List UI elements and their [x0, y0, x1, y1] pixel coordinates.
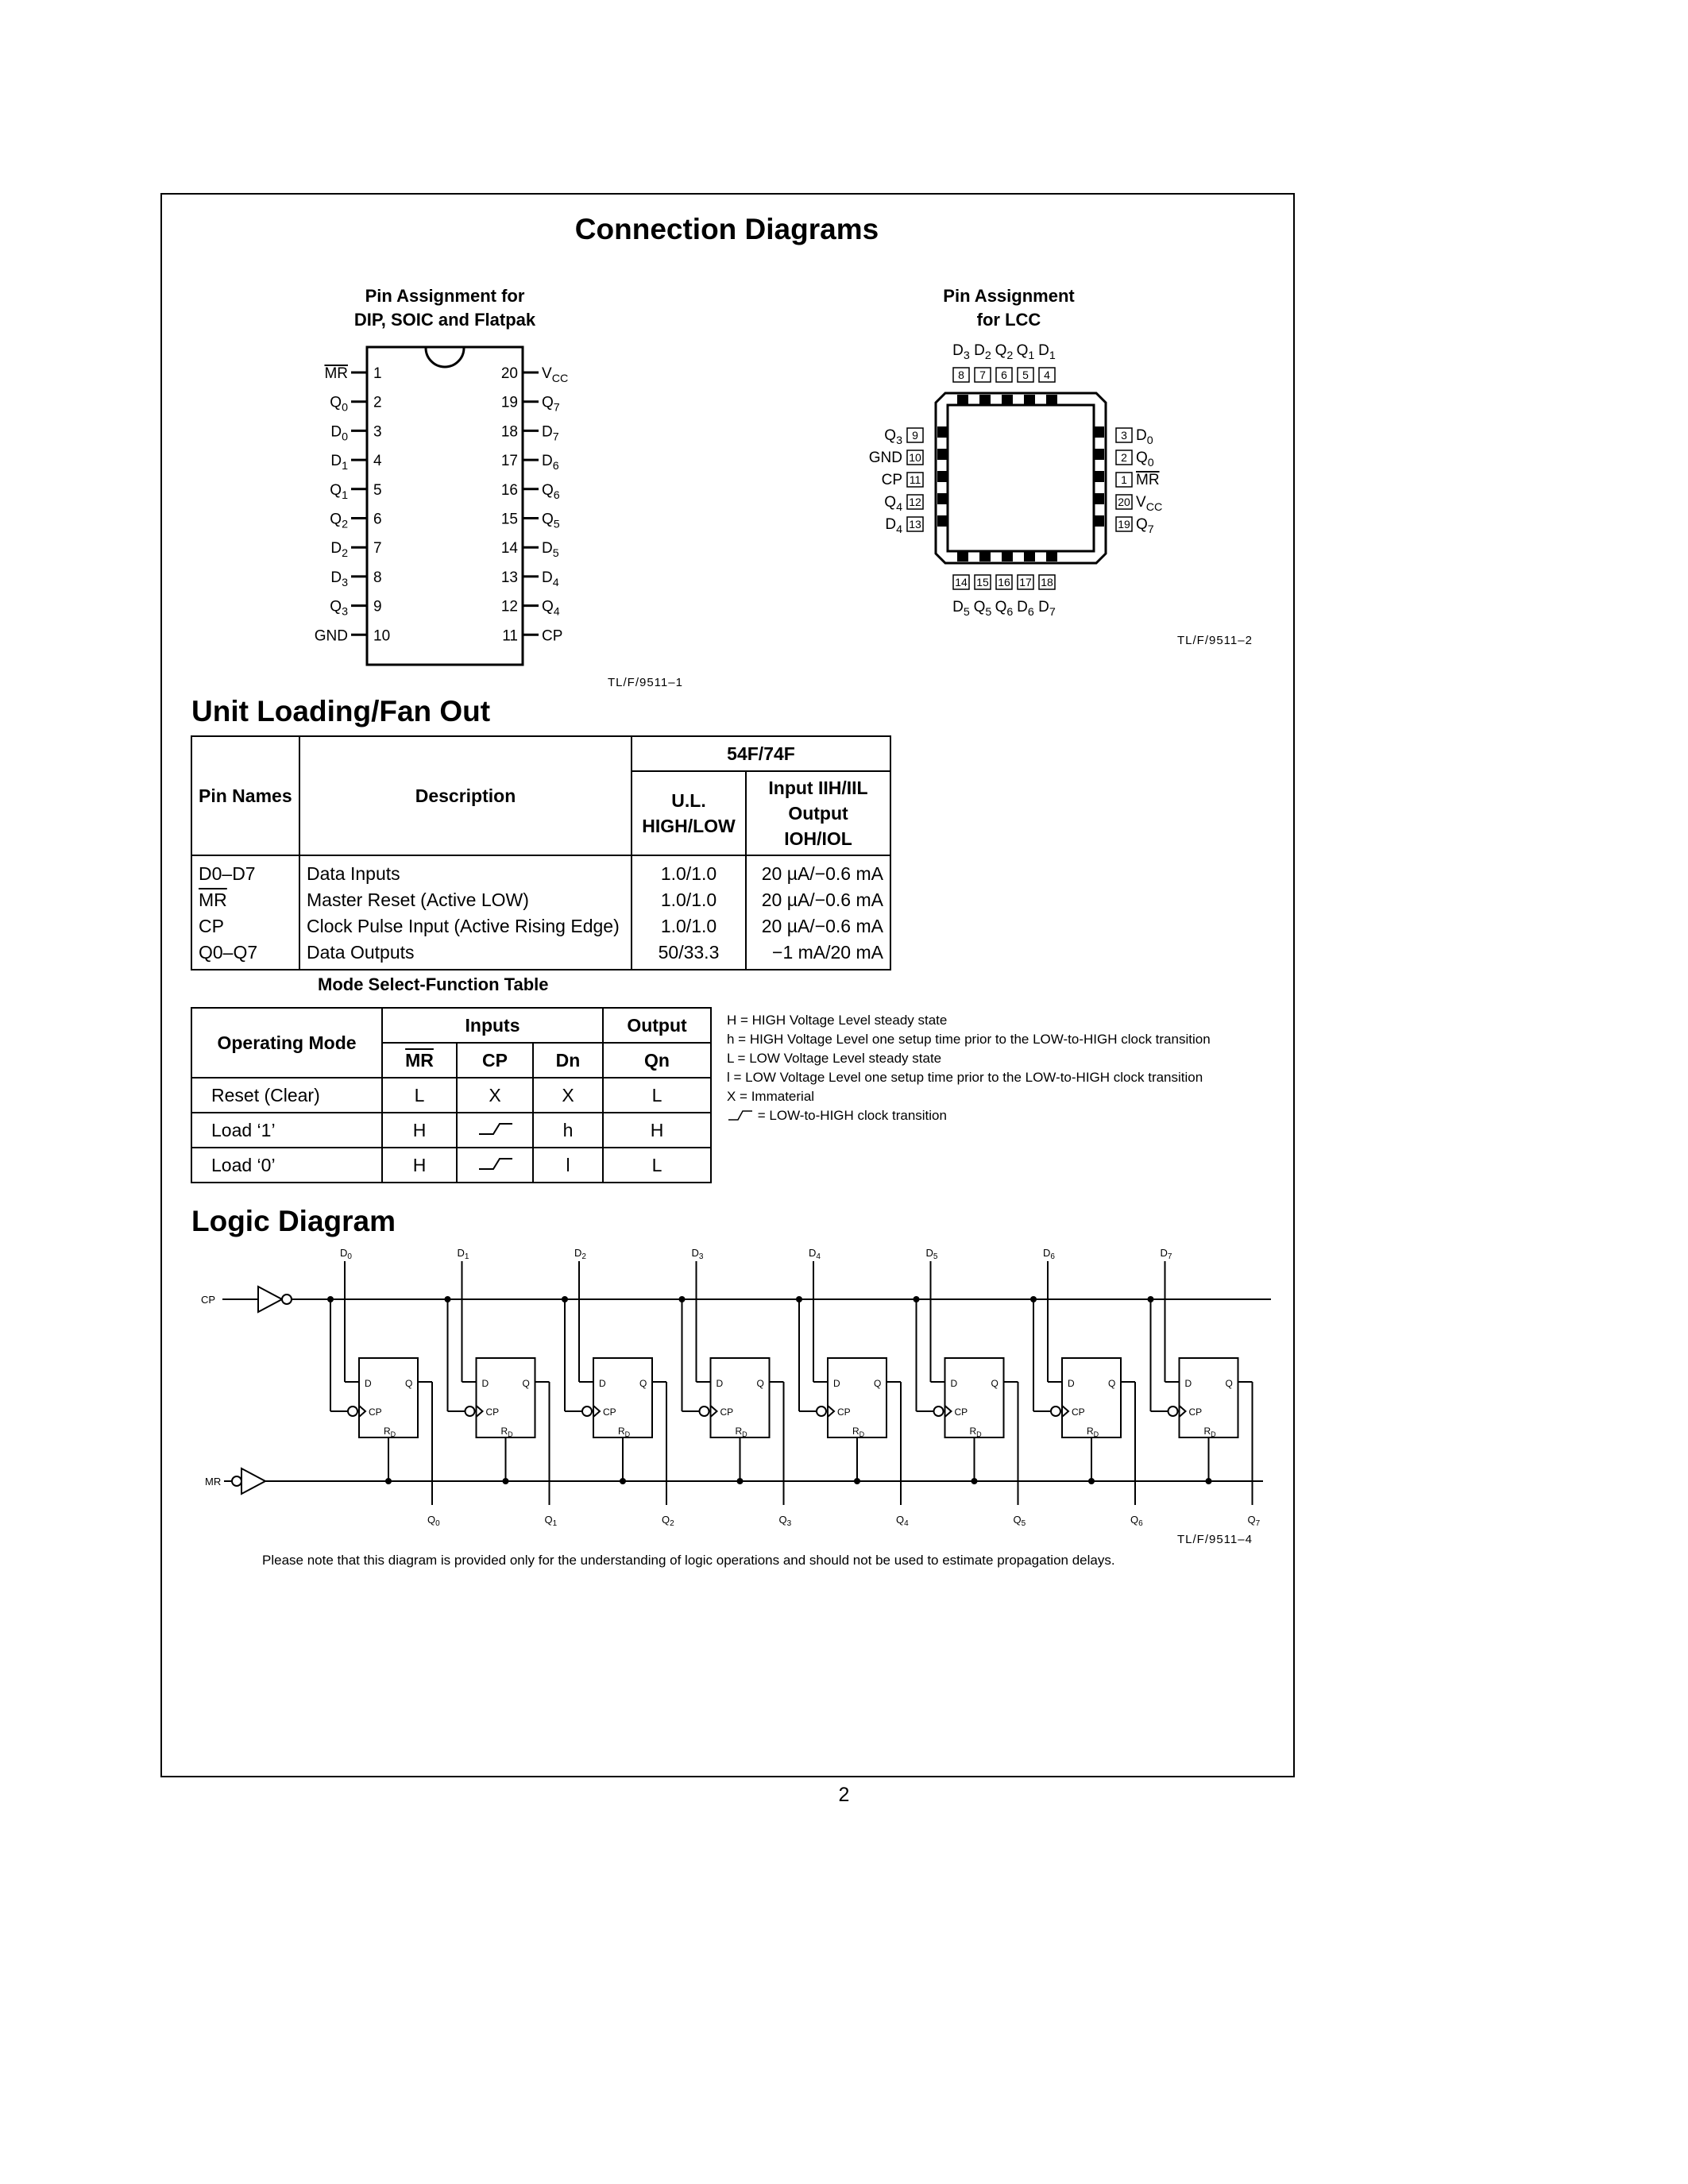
- legend-item: [727, 1106, 1235, 1125]
- lcc-pin-name: $Q_3$: [884, 427, 902, 447]
- ul-cell-desc: Data Outputs: [299, 940, 632, 970]
- ul-col-io: [746, 771, 890, 855]
- page-number: 2: [838, 1784, 850, 1806]
- dip-pin-name: $Q_3$: [330, 598, 348, 619]
- ul-cell-io: −1 mA/20 mA: [746, 940, 890, 970]
- mode-select-table: [191, 1007, 712, 1183]
- dip-pin-number: 4: [373, 453, 382, 470]
- ul-cell-ul: 1.0/1.0: [632, 913, 746, 940]
- ms-row: [191, 1148, 711, 1183]
- ms-sub-mr-text: $\overline{MR}$: [405, 1049, 434, 1071]
- lcc-pad: [937, 493, 947, 504]
- lcc-pad: [937, 426, 947, 438]
- ms-row: [191, 1078, 711, 1113]
- lcc-pin-name: $Q_7$: [1136, 516, 1154, 536]
- dip-pin-name: $D_7$: [542, 423, 559, 444]
- lcc-pin-name: $V_{CC}$: [1136, 494, 1163, 514]
- dip-pin-number: 7: [373, 540, 382, 558]
- lcc-pad: [937, 515, 947, 527]
- ul-col-description: Description: [299, 736, 632, 855]
- junction-dot: [971, 1478, 978, 1484]
- ms-cell-dn: l: [533, 1148, 603, 1183]
- ff-d-label: D: [599, 1378, 606, 1389]
- junction-dot: [1088, 1478, 1095, 1484]
- cp-input-label: CP: [201, 1294, 216, 1306]
- ul-col-ul: [632, 771, 746, 855]
- lcc-pin-name: $Q_4$: [884, 494, 902, 514]
- dip-pin-number: 1: [373, 365, 382, 382]
- lcc-pad: [1024, 552, 1035, 561]
- ff-q-label: Q: [639, 1378, 647, 1389]
- lcc-pin-number: 7: [979, 369, 986, 381]
- q-output-label: $Q_0$: [427, 1514, 440, 1528]
- ff-d-label: D: [481, 1378, 489, 1389]
- junction-dot: [385, 1478, 392, 1484]
- dip-pin-name: $Q_6$: [542, 481, 560, 502]
- lcc-pin-name: $Q_1$: [1016, 342, 1035, 362]
- ms-sub-mr: [382, 1043, 457, 1078]
- dip-caption: [318, 284, 572, 332]
- mode-table-title: Mode Select-Function Table: [318, 974, 549, 994]
- lcc-pin-number: 18: [1041, 576, 1053, 588]
- lcc-pad: [937, 471, 947, 482]
- dip-pin-name: $Q_2$: [330, 511, 348, 531]
- ms-cell-cp: [457, 1113, 533, 1148]
- d-input-label: $D_4$: [809, 1247, 821, 1261]
- ff-rd-label: $R_D$: [1203, 1426, 1216, 1438]
- lcc-caption-line2: for LCC: [976, 310, 1041, 330]
- lcc-pin-number: 19: [1118, 518, 1130, 531]
- ul-row: [191, 940, 890, 970]
- legend-text: = LOW-to-HIGH clock transition: [757, 1108, 947, 1123]
- ul-cell-pin: CP: [191, 913, 299, 940]
- lcc-pad: [1095, 449, 1104, 460]
- logic-diagram: [191, 1247, 1271, 1549]
- ul-row: [191, 913, 890, 940]
- ul-cell-ul: 1.0/1.0: [632, 887, 746, 913]
- clock-inverter-bubble-icon: [1051, 1406, 1060, 1416]
- dip-pin-number: 12: [500, 598, 518, 615]
- dip-pin-name: $Q_7$: [542, 394, 560, 415]
- ms-cell-mr: H: [382, 1148, 457, 1183]
- ms-cell-mr: H: [382, 1113, 457, 1148]
- ff-q-label: Q: [874, 1378, 882, 1389]
- lcc-pin-number: 20: [1118, 496, 1130, 508]
- lcc-pin-name: $D_2$: [974, 342, 991, 362]
- ff-q-label: Q: [756, 1378, 764, 1389]
- dip-pin-number: 11: [502, 627, 518, 645]
- lcc-pin-name: $Q_2$: [995, 342, 1014, 362]
- lcc-pad: [1024, 395, 1035, 404]
- lcc-pin-name: $D_4$: [885, 516, 902, 536]
- ul-col-io-line1: Input IIH/IIL: [768, 778, 868, 798]
- dip-package-diagram: [302, 338, 604, 671]
- dip-ref: TL/F/9511–1: [608, 676, 683, 689]
- d-input-label: $D_0$: [340, 1247, 352, 1261]
- dip-body: [367, 347, 523, 665]
- q-output-label: $Q_2$: [662, 1514, 674, 1528]
- logic-diagram-heading: Logic Diagram: [191, 1205, 396, 1237]
- ff-d-label: D: [1184, 1378, 1192, 1389]
- ms-col-output: Output: [603, 1008, 711, 1043]
- dip-pin-name: $D_3$: [330, 569, 348, 589]
- lcc-die: [948, 405, 1094, 551]
- lcc-pin-number: 9: [912, 429, 918, 442]
- ff-q-label: Q: [522, 1378, 530, 1389]
- dip-pin-number: 20: [500, 365, 518, 382]
- inverter-bubble-icon: [232, 1476, 241, 1486]
- ul-cell-io: 20 µA/−0.6 mA: [746, 855, 890, 887]
- ul-cell-pin: D0–D7: [191, 855, 299, 887]
- rising-edge-icon: [476, 1156, 514, 1171]
- ff-d-label: D: [1068, 1378, 1075, 1389]
- dip-pin-name: $D_5$: [542, 540, 559, 561]
- clock-inverter-bubble-icon: [348, 1406, 357, 1416]
- ms-cell-qn: L: [603, 1148, 711, 1183]
- lcc-pin-name: GND: [868, 450, 902, 466]
- lcc-pin-number: 4: [1044, 369, 1050, 381]
- ff-cp-label: CP: [954, 1406, 968, 1418]
- dip-pin-number: 3: [373, 423, 382, 441]
- ff-q-label: Q: [1108, 1378, 1116, 1389]
- lcc-package-diagram: [842, 338, 1192, 639]
- lcc-pin-name: MR: [1136, 472, 1160, 488]
- junction-dot: [737, 1478, 744, 1484]
- lcc-pin-number: 17: [1019, 576, 1032, 588]
- ms-row: [191, 1113, 711, 1148]
- junction-dot: [854, 1478, 860, 1484]
- dip-pin-name: $D_0$: [330, 423, 348, 444]
- dip-pin-name: CP: [542, 627, 563, 645]
- lcc-pin-number: 6: [1001, 369, 1007, 381]
- lcc-pin-number: 10: [909, 451, 921, 464]
- dip-pin-number: 2: [373, 394, 382, 411]
- ff-d-label: D: [833, 1378, 840, 1389]
- ms-cell-mr: L: [382, 1078, 457, 1113]
- clock-inverter-bubble-icon: [1168, 1406, 1178, 1416]
- disclaimer-note: Please note that this diagram is provided only for the understanding of logic operations and should not be used to estimate propagation delays.: [262, 1553, 1115, 1568]
- mr-buffer-icon: [241, 1468, 265, 1494]
- lcc-pad: [979, 395, 991, 404]
- ul-col-ul-line2: HIGH/LOW: [642, 816, 736, 836]
- dip-pin-name: $V_{CC}$: [542, 365, 569, 385]
- rising-edge-icon: [727, 1109, 754, 1121]
- ul-cell-io: 20 µA/−0.6 mA: [746, 913, 890, 940]
- dip-caption-line2: DIP, SOIC and Flatpak: [353, 310, 536, 330]
- lcc-pad: [1046, 395, 1057, 404]
- ms-col-mode: Operating Mode: [191, 1008, 382, 1078]
- dip-pin-name: $Q_1$: [330, 481, 348, 502]
- ul-group-header: 54F/74F: [632, 736, 890, 771]
- ff-cp-label: CP: [720, 1406, 734, 1418]
- lcc-pin-name: $Q_6$: [995, 599, 1014, 619]
- dip-pin-number: 5: [373, 481, 382, 499]
- lcc-pad: [937, 449, 947, 460]
- ms-cell-cp: X: [457, 1078, 533, 1113]
- unit-loading-heading: Unit Loading/Fan Out: [191, 695, 491, 727]
- clock-inverter-bubble-icon: [934, 1406, 944, 1416]
- lcc-pin-name: $Q_5$: [973, 599, 992, 619]
- ff-rd-label: $R_D$: [852, 1426, 865, 1438]
- ff-rd-label: $R_D$: [1087, 1426, 1099, 1438]
- ul-cell-pin: Q0–Q7: [191, 940, 299, 970]
- ff-d-label: D: [950, 1378, 958, 1389]
- ff-q-label: Q: [991, 1378, 999, 1389]
- lcc-pad: [1095, 471, 1104, 482]
- dip-pin-number: 14: [500, 540, 518, 558]
- d-input-label: $D_1$: [457, 1247, 469, 1261]
- d-input-label: $D_7$: [1160, 1247, 1172, 1261]
- ff-cp-label: CP: [837, 1406, 851, 1418]
- ul-cell-desc: Data Inputs: [299, 855, 632, 887]
- ul-col-pin-names: Pin Names: [191, 736, 299, 855]
- lcc-pin-name: CP: [881, 472, 902, 488]
- ul-cell-desc: Clock Pulse Input (Active Rising Edge): [299, 913, 632, 940]
- ul-cell-ul: 1.0/1.0: [632, 855, 746, 887]
- ff-q-label: Q: [405, 1378, 413, 1389]
- lcc-pad: [957, 395, 968, 404]
- dip-pin-number: 19: [500, 394, 518, 411]
- dip-pin-number: 15: [500, 511, 518, 528]
- ms-cell-cp: [457, 1148, 533, 1183]
- lcc-pin-number: 11: [909, 473, 921, 486]
- ms-cell-dn: h: [533, 1113, 603, 1148]
- dip-pin-name: $Q_5$: [542, 511, 560, 531]
- lcc-pin-number: 15: [976, 576, 989, 588]
- lcc-pad: [1095, 515, 1104, 527]
- q-output-label: $Q_5$: [1013, 1514, 1026, 1528]
- lcc-pin-number: 3: [1121, 429, 1127, 442]
- dip-pin-number: 16: [500, 481, 518, 499]
- lcc-pin-name: $D_0$: [1136, 427, 1153, 447]
- ul-row: [191, 855, 890, 887]
- ff-rd-label: $R_D$: [735, 1426, 747, 1438]
- lcc-pin-number: 14: [955, 576, 968, 588]
- clock-inverter-bubble-icon: [700, 1406, 709, 1416]
- ms-sub-qn: Qn: [603, 1043, 711, 1078]
- ms-cell-dn: X: [533, 1078, 603, 1113]
- ms-cell-mode: Reset (Clear): [191, 1078, 382, 1113]
- ms-col-inputs: Inputs: [382, 1008, 603, 1043]
- junction-dot: [620, 1478, 626, 1484]
- ul-col-ul-line1: U.L.: [671, 790, 706, 811]
- lcc-pin-name: $D_6$: [1017, 599, 1034, 619]
- lcc-pad: [1095, 426, 1104, 438]
- dip-pin-name: GND: [314, 627, 348, 645]
- legend-item: X = Immaterial: [727, 1089, 815, 1104]
- d-input-label: $D_6$: [1043, 1247, 1055, 1261]
- dip-pin-number: 10: [373, 627, 391, 645]
- ms-cell-qn: H: [603, 1113, 711, 1148]
- lcc-pin-name: $Q_0$: [1136, 450, 1154, 469]
- lcc-pin-number: 16: [998, 576, 1010, 588]
- d-input-label: $D_2$: [574, 1247, 586, 1261]
- lcc-pad: [957, 552, 968, 561]
- inverter-bubble-icon: [282, 1295, 292, 1304]
- ff-cp-label: CP: [1072, 1406, 1085, 1418]
- ul-cell-io: 20 µA/−0.6 mA: [746, 887, 890, 913]
- lcc-pin-number: 1: [1121, 473, 1127, 486]
- dip-pin-name: $Q_0$: [330, 394, 348, 415]
- page-title: Connection Diagrams: [574, 213, 879, 245]
- q-output-label: $Q_3$: [778, 1514, 792, 1528]
- q-output-label: $Q_6$: [1130, 1514, 1143, 1528]
- ff-q-label: Q: [1225, 1378, 1233, 1389]
- d-input-label: $D_3$: [691, 1247, 704, 1261]
- unit-loading-table: [191, 735, 891, 970]
- lcc-pad: [1002, 552, 1013, 561]
- ul-col-io-line2: Output IOH/IOL: [784, 803, 852, 849]
- dip-pin-name: $D_2$: [330, 540, 348, 561]
- ul-cell-desc: Master Reset (Active LOW): [299, 887, 632, 913]
- dip-pin-number: 13: [500, 569, 518, 586]
- ms-sub-cp: CP: [457, 1043, 533, 1078]
- ul-cell-pin: $\overline{MR}$: [191, 887, 299, 913]
- dip-pin-name: $Q_4$: [542, 598, 560, 619]
- dip-pin-number: 18: [500, 423, 518, 441]
- q-output-label: $Q_7$: [1247, 1514, 1261, 1528]
- ms-cell-mode: Load ‘0’: [191, 1148, 382, 1183]
- dip-pin-name: $D_4$: [542, 569, 559, 589]
- lcc-pin-number: 5: [1022, 369, 1029, 381]
- dip-pin-name: $D_1$: [330, 453, 348, 473]
- ms-cell-mode: Load ‘1’: [191, 1113, 382, 1148]
- rising-edge-icon: [476, 1121, 514, 1136]
- clock-inverter-bubble-icon: [817, 1406, 826, 1416]
- dip-pin-name: $D_6$: [542, 453, 559, 473]
- dip-pin-number: 9: [373, 598, 382, 615]
- legend-item: L = LOW Voltage Level steady state: [727, 1051, 942, 1066]
- legend-item: h = HIGH Voltage Level one setup time prior to the LOW-to-HIGH clock transition: [727, 1032, 1211, 1047]
- ms-cell-qn: L: [603, 1078, 711, 1113]
- lcc-pad: [1002, 395, 1013, 404]
- ff-rd-label: $R_D$: [618, 1426, 631, 1438]
- dip-pin-number: 17: [500, 453, 518, 470]
- d-input-label: $D_5$: [925, 1247, 938, 1261]
- junction-dot: [503, 1478, 509, 1484]
- junction-dot: [1206, 1478, 1212, 1484]
- legend: [727, 1011, 1235, 1125]
- lcc-pin-number: 12: [909, 496, 921, 508]
- ff-cp-label: CP: [485, 1406, 500, 1418]
- lcc-pad: [979, 552, 991, 561]
- ff-cp-label: CP: [1188, 1406, 1203, 1418]
- q-output-label: $Q_1$: [544, 1514, 558, 1528]
- lcc-pad: [1046, 552, 1057, 561]
- mr-input-label: MR: [205, 1476, 222, 1488]
- clock-inverter-bubble-icon: [582, 1406, 592, 1416]
- dip-pin-number: 6: [373, 511, 382, 528]
- lcc-pin-number: 13: [909, 518, 921, 531]
- dip-pin-name: MR: [324, 365, 348, 382]
- ul-cell-ul: 50/33.3: [632, 940, 746, 970]
- dip-caption-line1: Pin Assignment for: [365, 286, 525, 306]
- lcc-caption: [906, 284, 1112, 332]
- ff-rd-label: $R_D$: [969, 1426, 982, 1438]
- lcc-pin-number: 8: [958, 369, 964, 381]
- ff-cp-label: CP: [603, 1406, 616, 1418]
- lcc-pin-name: $D_3$: [952, 342, 970, 362]
- ff-cp-label: CP: [369, 1406, 382, 1418]
- ms-sub-dn: Dn: [533, 1043, 603, 1078]
- ul-row: [191, 887, 890, 913]
- ff-rd-label: $R_D$: [384, 1426, 396, 1438]
- lcc-pin-number: 2: [1121, 451, 1127, 464]
- lcc-pin-name: $D_1$: [1038, 342, 1056, 362]
- logic-ref: TL/F/9511–4: [1177, 1533, 1253, 1546]
- ff-rd-label: $R_D$: [500, 1426, 513, 1438]
- clock-inverter-bubble-icon: [465, 1406, 475, 1416]
- cp-buffer-icon: [258, 1287, 282, 1312]
- lcc-pad: [1095, 493, 1104, 504]
- lcc-ref: TL/F/9511–2: [1177, 634, 1253, 647]
- ff-d-label: D: [365, 1378, 372, 1389]
- legend-item: H = HIGH Voltage Level steady state: [727, 1013, 948, 1028]
- q-output-label: $Q_4$: [896, 1514, 909, 1528]
- legend-item: l = LOW Voltage Level one setup time prior to the LOW-to-HIGH clock transition: [727, 1070, 1203, 1085]
- lcc-pin-name: $D_7$: [1038, 599, 1056, 619]
- lcc-pin-name: $D_5$: [952, 599, 970, 619]
- lcc-caption-line1: Pin Assignment: [943, 286, 1075, 306]
- dip-pin-number: 8: [373, 569, 382, 586]
- ff-d-label: D: [716, 1378, 724, 1389]
